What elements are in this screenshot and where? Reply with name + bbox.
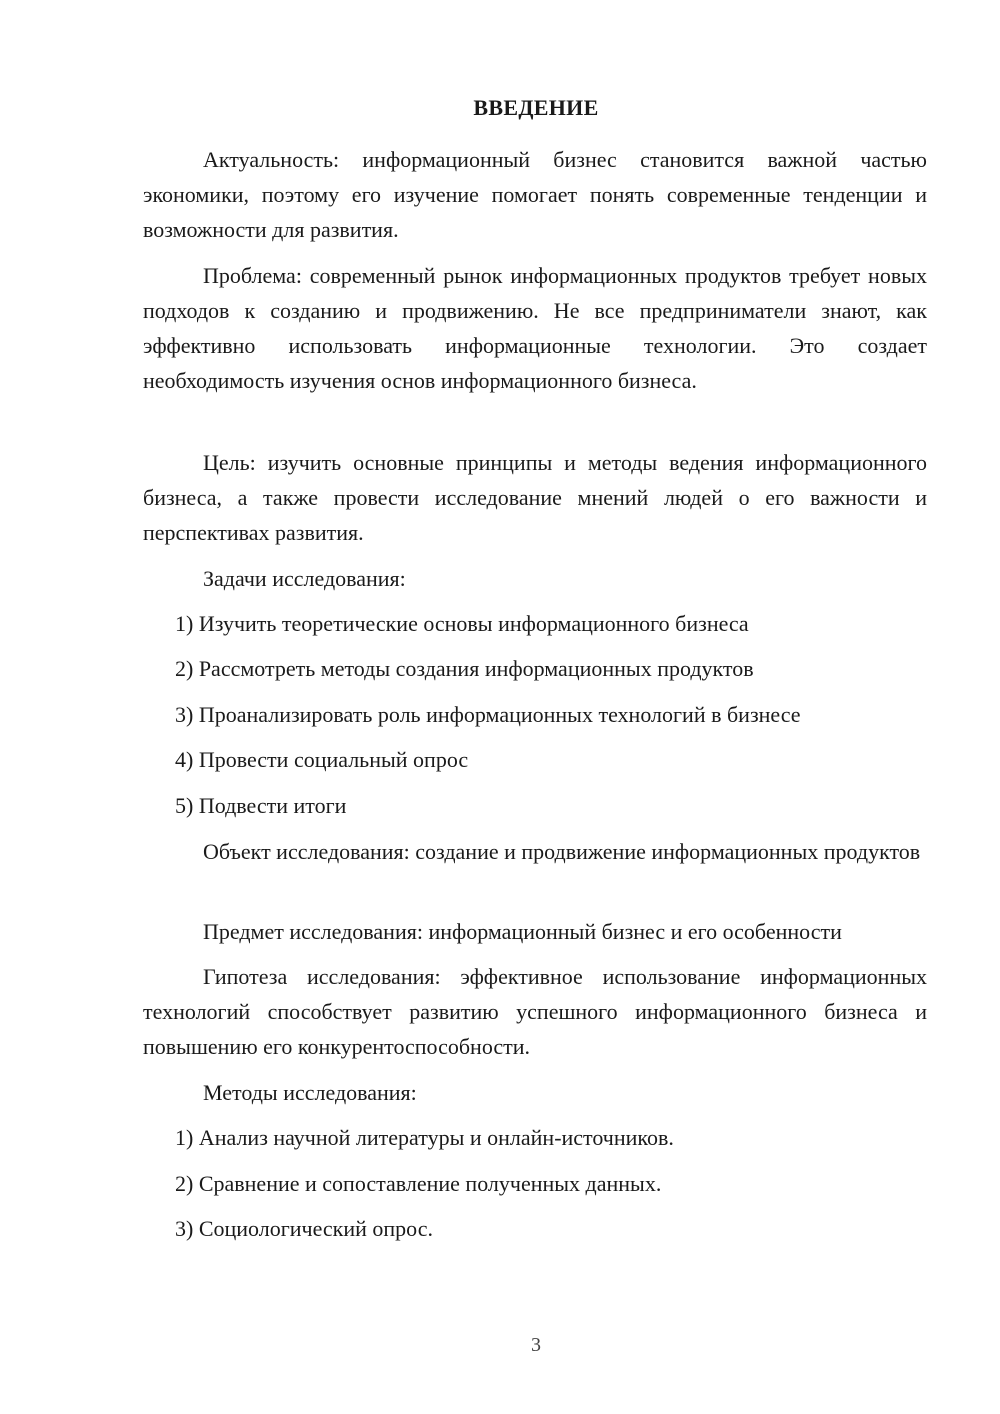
tasks-heading: Задачи исследования: (203, 566, 406, 591)
page-number: 3 (531, 1334, 541, 1356)
hypothesis-paragraph: Гипотеза исследования: эффективное использование информационных технологий способствует развитию успешного информационного бизнеса и повышению его конкурентоспособности. (143, 964, 927, 1059)
list-item: 3) Социологический опрос. (175, 1216, 433, 1241)
list-item: 5) Подвести итоги (175, 793, 347, 818)
list-item: 4) Провести социальный опрос (175, 747, 469, 772)
list-item: 3) Проанализировать роль информационных технологий в бизнесе (175, 702, 801, 727)
relevance-paragraph: Актуальность: информационный бизнес становится важной частью экономики, поэтому его изучение помогает понять современные тенденции и возможности для развития. (143, 147, 927, 242)
methods-heading: Методы исследования: (203, 1080, 417, 1105)
list-item: 2) Сравнение и сопоставление полученных данных. (175, 1171, 662, 1196)
list-item: 1) Анализ научной литературы и онлайн-источников. (175, 1125, 674, 1150)
page-title: ВВЕДЕНИЕ (473, 95, 599, 120)
goal-paragraph: Цель: изучить основные принципы и методы ведения информационного бизнеса, а также провести исследование мнений людей о его важности и перспективах развития. (143, 450, 927, 545)
list-item: 1) Изучить теоретические основы информационного бизнеса (175, 611, 749, 636)
subject-paragraph: Предмет исследования: информационный бизнес и его особенности (203, 919, 842, 944)
problem-paragraph: Проблема: современный рынок информационных продуктов требует новых подходов к созданию и продвижению. Не все предприниматели знают, как эффективно использовать информационные технологии. Это создает необходимость изучения основ информационного бизнеса. (143, 263, 927, 393)
object-paragraph: Объект исследования: создание и продвижение информационных продуктов (203, 839, 921, 864)
list-item: 2) Рассмотреть методы создания информационных продуктов (175, 656, 754, 681)
